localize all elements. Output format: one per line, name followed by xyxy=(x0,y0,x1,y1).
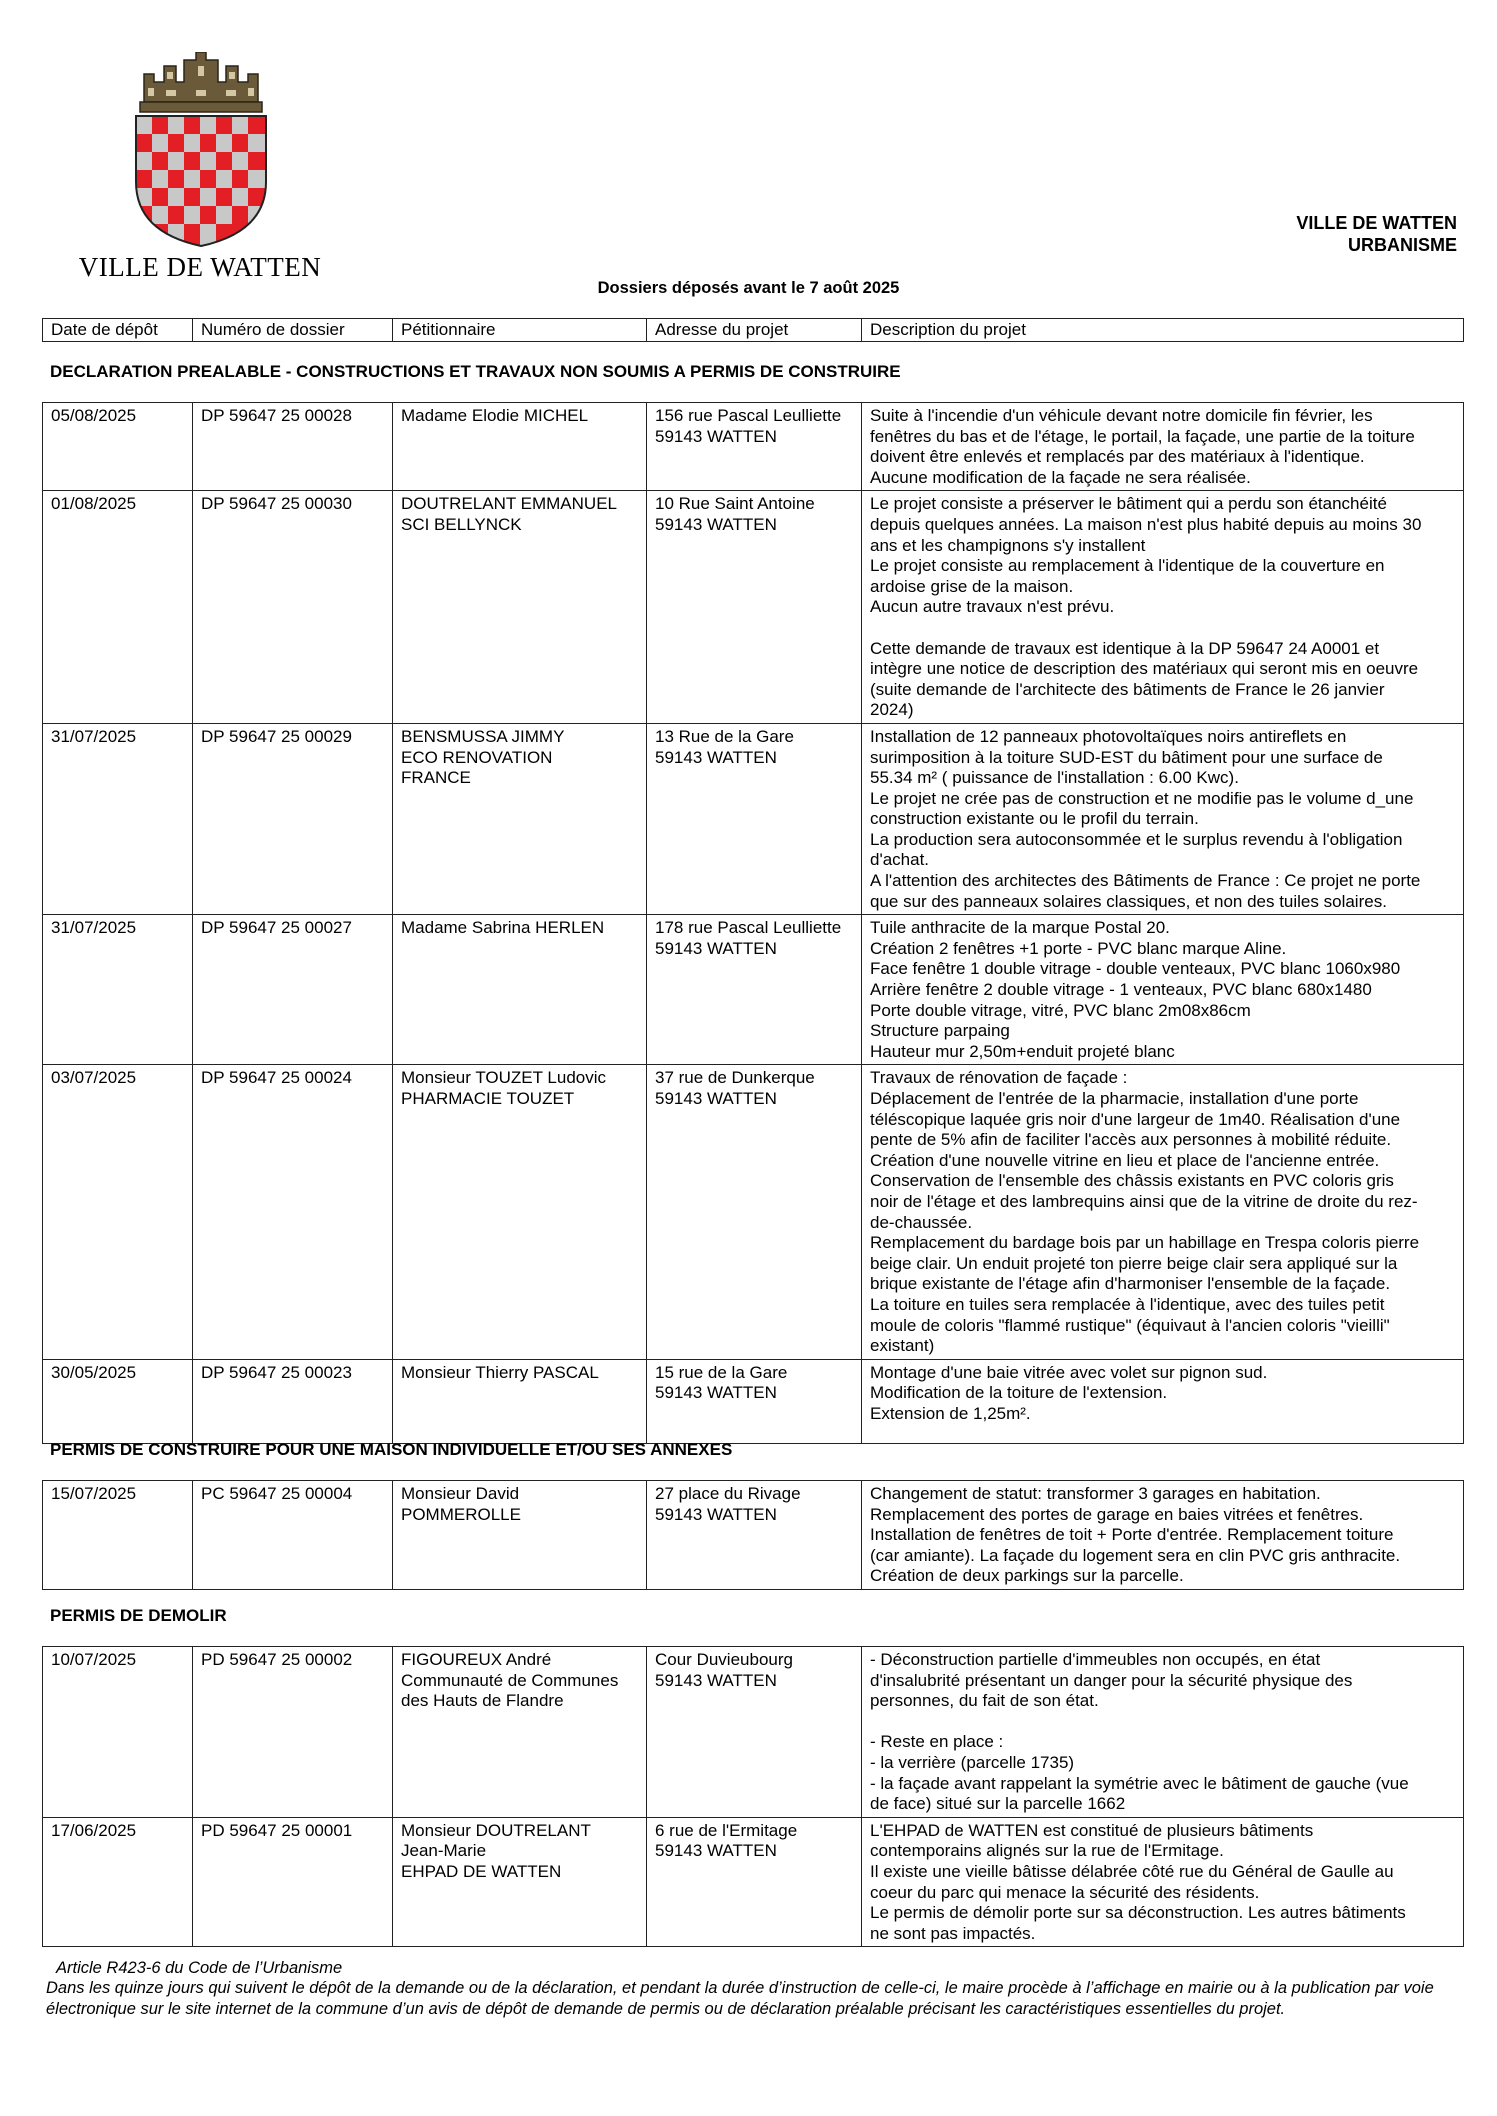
cell-numero: DP 59647 25 00027 xyxy=(193,915,393,1065)
cell-numero: DP 59647 25 00030 xyxy=(193,491,393,724)
cell-description: Suite à l'incendie d'un véhicule devant notre domicile fin février, les fenêtres du bas et de l'étage, le portail, la façade, une partie de la toiture doivent être enlevés et remplacés par des matériaux à l'identique. Aucune modification de la façade ne sera réalisée. xyxy=(862,403,1464,491)
cell-adresse: 37 rue de Dunkerque 59143 WATTEN xyxy=(647,1065,862,1359)
section-table-permis-construire xyxy=(42,1480,1464,1590)
col-header-numero: Numéro de dossier xyxy=(193,319,393,342)
cell-description: Installation de 12 panneaux photovoltaïques noirs antireflets en surimposition à la toiture SUD-EST du bâtiment pour une surface de 55.34 m² ( puissance de l'installation : 6.00 Kwc). Le projet ne crée pas de construction et ne modifie pas le volume d_une construction existante ou le profil du terrain. La production sera autoconsommée et le surplus revendu à l'obligation d'achat. A l'attention des architectes des Bâtiments de France : Ce projet ne porte que sur des panneaux solaires classiques, et non des tuiles solaires. xyxy=(862,723,1464,914)
table-row xyxy=(43,1817,1464,1947)
coat-of-arms-icon xyxy=(126,52,276,247)
section-table-declaration xyxy=(42,402,1464,1444)
table-row xyxy=(43,491,1464,724)
organization-header xyxy=(1296,212,1457,256)
cell-date: 31/07/2025 xyxy=(43,723,193,914)
table-row xyxy=(43,915,1464,1065)
cell-petitionnaire: FIGOUREUX André Communauté de Communes des Hauts de Flandre xyxy=(393,1647,647,1818)
cell-adresse: Cour Duvieubourg 59143 WATTEN xyxy=(647,1647,862,1818)
cell-description: - Déconstruction partielle d'immeubles non occupés, en état d'insalubrité présentant un danger pour la sécurité physique des personnes, du fait de son état. - Reste en place : - la verrière (parcelle 1735) - la façade avant rappelant la symétrie avec le bâtiment de gauche (vue de face) situé sur la parcelle 1662 xyxy=(862,1647,1464,1818)
cell-petitionnaire: Madame Sabrina HERLEN xyxy=(393,915,647,1065)
cell-description: Le projet consiste a préserver le bâtiment qui a perdu son étanchéité depuis quelques années. La maison n'est plus habité depuis au moins 30 ans et les champignons s'y installent Le projet consiste au remplacement à l'identique de la couverture en ardoise grise de la maison. Aucun autre travaux n'est prévu. Cette demande de travaux est identique à la DP 59647 24 A0001 et intègre une notice de description des matériaux qui seront mis en oeuvre (suite demande de l'architecte des bâtiments de France le 26 janvier 2024) xyxy=(862,491,1464,724)
cell-numero: PC 59647 25 00004 xyxy=(193,1481,393,1590)
cell-numero: DP 59647 25 00029 xyxy=(193,723,393,914)
cell-adresse: 10 Rue Saint Antoine 59143 WATTEN xyxy=(647,491,862,724)
section-title-permis-construire: PERMIS DE CONSTRUIRE POUR UNE MAISON INDIVIDUELLE ET/OU SES ANNEXES xyxy=(50,1440,733,1459)
cell-description: Changement de statut: transformer 3 garages en habitation. Remplacement des portes de garage en baies vitrées et fenêtres. Installation de fenêtres de toit + Porte d'entrée. Remplacement toiture (car amiante). La façade du logement sera en clin PVC gris anthracite. Création de deux parkings sur la parcelle. xyxy=(862,1481,1464,1590)
col-header-adresse: Adresse du projet xyxy=(647,319,862,342)
cell-date: 30/05/2025 xyxy=(43,1359,193,1443)
cell-numero: DP 59647 25 00023 xyxy=(193,1359,393,1443)
cell-description: L'EHPAD de WATTEN est constitué de plusieurs bâtiments contemporains alignés sur la rue de l'Ermitage. Il existe une vieille bâtisse délabrée côté rue du Général de Gaulle au coeur du parc qui menace la sécurité des résidents. Le permis de démolir porte sur sa déconstruction. Les autres bâtiments ne sont pas impactés. xyxy=(862,1817,1464,1947)
cell-date: 03/07/2025 xyxy=(43,1065,193,1359)
cell-date: 17/06/2025 xyxy=(43,1817,193,1947)
cell-adresse: 27 place du Rivage 59143 WATTEN xyxy=(647,1481,862,1590)
col-header-date: Date de dépôt xyxy=(43,319,193,342)
cell-adresse: 6 rue de l'Ermitage 59143 WATTEN xyxy=(647,1817,862,1947)
org-name: VILLE DE WATTEN xyxy=(1296,213,1457,233)
cell-numero: DP 59647 25 00024 xyxy=(193,1065,393,1359)
table-row xyxy=(43,1065,1464,1359)
section-table-permis-demolir xyxy=(42,1646,1464,1947)
table-row xyxy=(43,723,1464,914)
column-header-table xyxy=(42,318,1464,342)
cell-adresse: 156 rue Pascal Leulliette 59143 WATTEN xyxy=(647,403,862,491)
cell-description: Montage d'une baie vitrée avec volet sur pignon sud. Modification de la toiture de l'extension. Extension de 1,25m². xyxy=(862,1359,1464,1443)
cell-petitionnaire: Madame Elodie MICHEL xyxy=(393,403,647,491)
cell-description: Travaux de rénovation de façade : Déplacement de l'entrée de la pharmacie, installation d'une porte téléscopique laquée gris noir d'une largeur de 1m40. Réalisation d'une pente de 5% afin de faciliter l'accès aux personnes à mobilité réduite. Création d'une nouvelle vitrine en lieu et place de l'ancienne entrée. Conservation de l'ensemble des châssis existants en PVC coloris gris noir de l'étage et des lambrequins ainsi que de la vitrine de droite du rez- de-chaussée. Remplacement du bardage bois par un habillage en Trespa coloris pierre beige clair. Un enduit projeté ton pierre beige clair sera appliqué sur la brique existante de l'étage afin d'harmoniser l'ensemble de la façade. La toiture en tuiles sera remplacée à l'identique, avec des tuiles petit moule de coloris "flammé rustique" (équivaut à l'ancien coloris "vieilli" existant) xyxy=(862,1065,1464,1359)
cell-numero: PD 59647 25 00002 xyxy=(193,1647,393,1818)
cell-petitionnaire: Monsieur DOUTRELANT Jean-Marie EHPAD DE WATTEN xyxy=(393,1817,647,1947)
cell-adresse: 178 rue Pascal Leulliette 59143 WATTEN xyxy=(647,915,862,1065)
cell-petitionnaire: Monsieur TOUZET Ludovic PHARMACIE TOUZET xyxy=(393,1065,647,1359)
city-logo xyxy=(74,52,326,284)
table-row xyxy=(43,403,1464,491)
cell-date: 15/07/2025 xyxy=(43,1481,193,1590)
col-header-petitionnaire: Pétitionnaire xyxy=(393,319,647,342)
table-row xyxy=(43,1359,1464,1443)
cell-date: 31/07/2025 xyxy=(43,915,193,1065)
cell-date: 05/08/2025 xyxy=(43,403,193,491)
cell-petitionnaire: DOUTRELANT EMMANUEL SCI BELLYNCK xyxy=(393,491,647,724)
table-row xyxy=(43,1481,1464,1590)
logo-text: VILLE DE WATTEN xyxy=(78,252,322,282)
cell-adresse: 15 rue de la Gare 59143 WATTEN xyxy=(647,1359,862,1443)
cell-description: Tuile anthracite de la marque Postal 20. Création 2 fenêtres +1 porte - PVC blanc marque Aline. Face fenêtre 1 double vitrage - double venteaux, PVC blanc 1060x980 Arrière fenêtre 2 double vitrage - 1 venteaux, PVC blanc 680x1480 Porte double vitrage, vitré, PVC blanc 2m08x86cm Structure parpaing Hauteur mur 2,50m+enduit projeté blanc xyxy=(862,915,1464,1065)
section-title-declaration: DECLARATION PREALABLE - CONSTRUCTIONS ET TRAVAUX NON SOUMIS A PERMIS DE CONSTRUIRE xyxy=(50,362,901,381)
cell-petitionnaire: Monsieur David POMMEROLLE xyxy=(393,1481,647,1590)
column-header-row xyxy=(43,319,1464,342)
legal-footer xyxy=(46,1958,1446,2019)
col-header-description: Description du projet xyxy=(862,319,1464,342)
cell-adresse: 13 Rue de la Gare 59143 WATTEN xyxy=(647,723,862,914)
section-title-permis-demolir: PERMIS DE DEMOLIR xyxy=(50,1606,227,1625)
cell-numero: PD 59647 25 00001 xyxy=(193,1817,393,1947)
cell-date: 10/07/2025 xyxy=(43,1647,193,1818)
article-text: Dans les quinze jours qui suivent le dépôt de la demande ou de la déclaration, et pendant la durée d’instruction de celle-ci, le maire procède à l’affichage en mairie ou à la publication par voie électronique sur le site internet de la commune d’un avis de dépôt de demande de permis ou de déclaration préalable précisant les caractéristiques essentielles du projet. xyxy=(46,1979,1434,2018)
article-reference: Article R423-6 du Code de l’Urbanisme xyxy=(56,1959,343,1977)
document-subtitle: Dossiers déposés avant le 7 août 2025 xyxy=(597,279,900,297)
cell-petitionnaire: Monsieur Thierry PASCAL xyxy=(393,1359,647,1443)
org-department: URBANISME xyxy=(1347,235,1457,255)
cell-petitionnaire: BENSMUSSA JIMMY ECO RENOVATION FRANCE xyxy=(393,723,647,914)
cell-date: 01/08/2025 xyxy=(43,491,193,724)
cell-numero: DP 59647 25 00028 xyxy=(193,403,393,491)
table-row xyxy=(43,1647,1464,1818)
